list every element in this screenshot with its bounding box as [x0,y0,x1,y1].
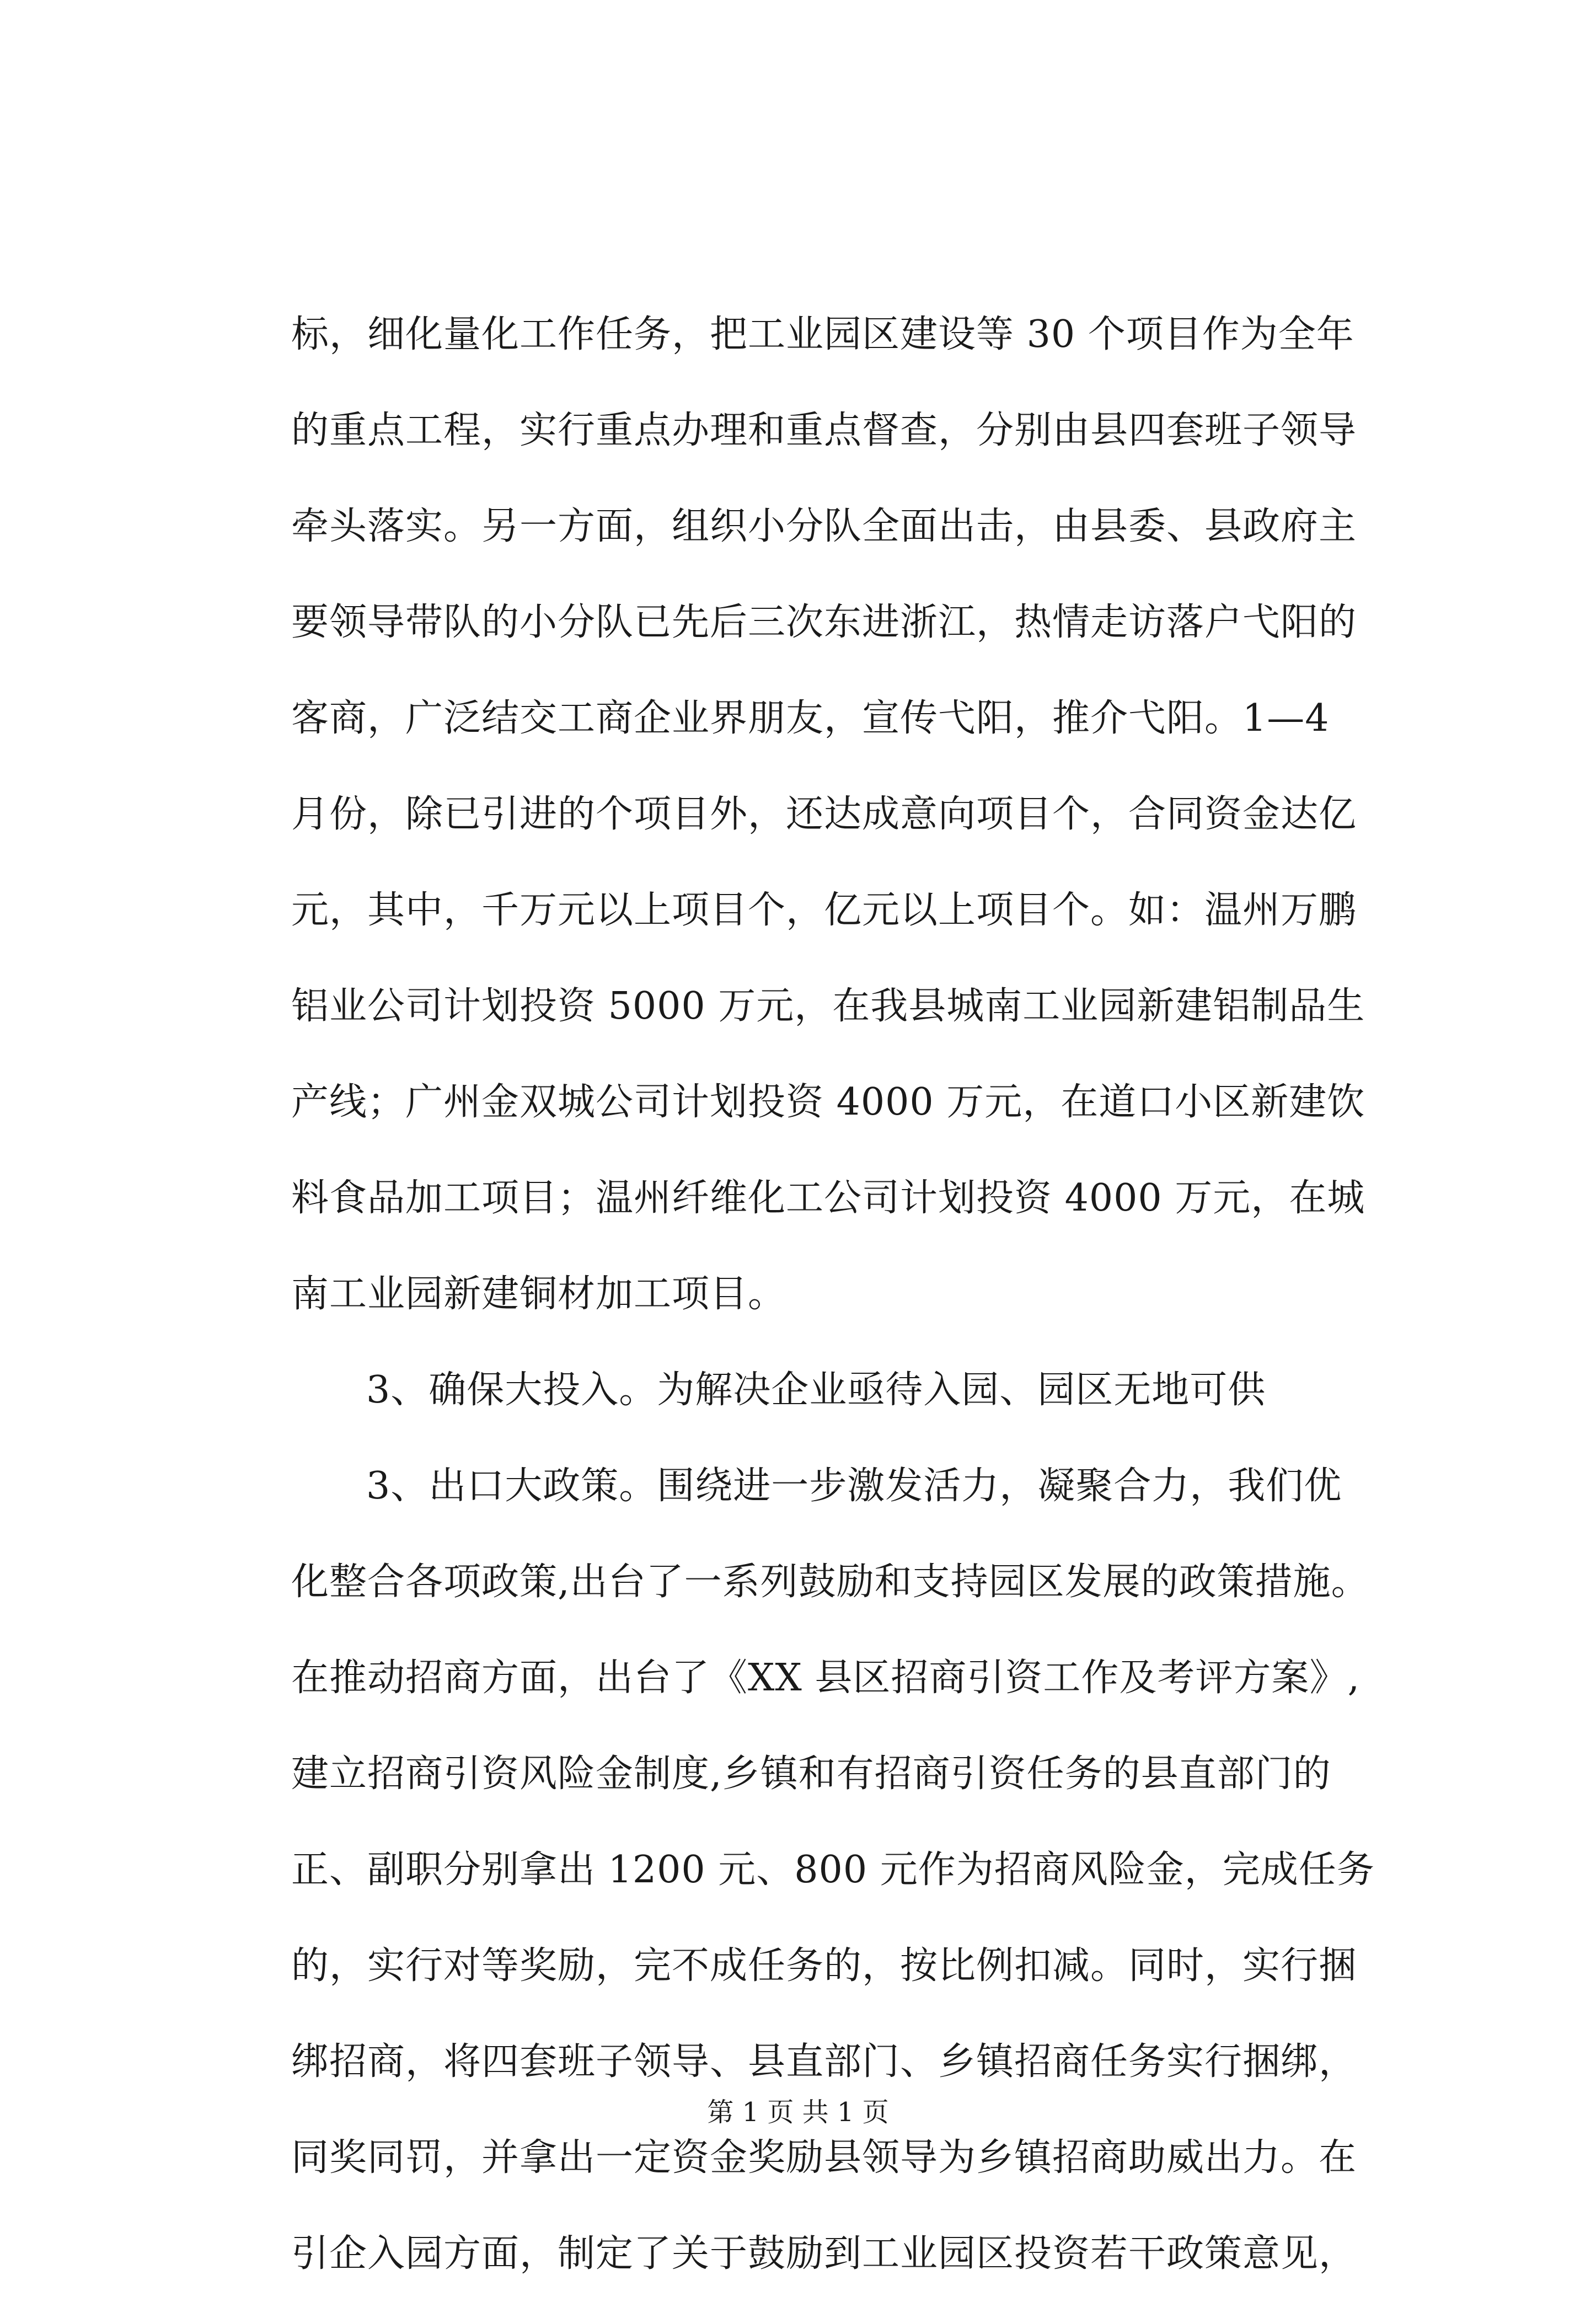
text-line: 产线；广州金双城公司计划投资 4000 万元，在道口小区新建饮 [291,1080,1365,1124]
text-line: 的，实行对等奖励，完不成任务的，按比例扣减。同时，实行捆 [291,1944,1357,1988]
text-line: 在推动招商方面，出台了《XX 县区招商引资工作及考评方案》, [291,1656,1361,1700]
text-line: 3、确保大投入。为解决企业亟待入园、园区无地可供 [366,1368,1266,1412]
text-line: 建立招商引资风险金制度,乡镇和有招商引资任务的县直部门的 [291,1752,1331,1796]
text-line: 同奖同罚，并拿出一定资金奖励县领导为乡镇招商助威出力。在 [291,2136,1357,2180]
page-footer [0,2096,1596,2129]
text-line: 引企入园方面，制定了关于鼓励到工业园区投资若干政策意见， [291,2232,1357,2276]
text-line: 料食品加工项目；温州纤维化工公司计划投资 4000 万元，在城 [291,1176,1365,1220]
text-line: 正、副职分别拿出 1200 元、800 元作为招商风险金，完成任务 [291,1848,1375,1892]
text-line: 的重点工程，实行重点办理和重点督查，分别由县四套班子领导 [291,409,1357,452]
text-line: 标，细化量化工作任务，把工业园区建设等 30 个项目作为全年 [291,313,1354,356]
text-line: 元，其中，千万元以上项目个，亿元以上项目个。如：温州万鹏 [291,888,1357,932]
text-line: 3、出口大政策。围绕进一步激发活力，凝聚合力，我们优 [366,1464,1342,1508]
body-text [291,287,1375,2302]
text-line: 铝业公司计划投资 5000 万元，在我县城南工业园新建铝制品生 [291,984,1365,1028]
text-line: 南工业园新建铜材加工项目。 [291,1272,786,1316]
text-line: 牵头落实。另一方面，组织小分队全面出击，由县委、县政府主 [291,505,1357,548]
page-number-label: 第 1 页 共 1 页 [707,2097,889,2128]
text-line: 月份，除已引进的个项目外，还达成意向项目个，合同资金达亿 [291,793,1357,836]
text-line: 化整合各项政策,出台了一系列鼓励和支持园区发展的政策措施。 [291,1560,1369,1604]
text-line: 要领导带队的小分队已先后三次东进浙江，热情走访落户弋阳的 [291,601,1357,644]
text-line: 客商，广泛结交工商企业界朋友，宣传弋阳，推介弋阳。1—4 [291,697,1330,740]
text-line: 绑招商，将四套班子领导、县直部门、乡镇招商任务实行捆绑， [291,2040,1357,2084]
